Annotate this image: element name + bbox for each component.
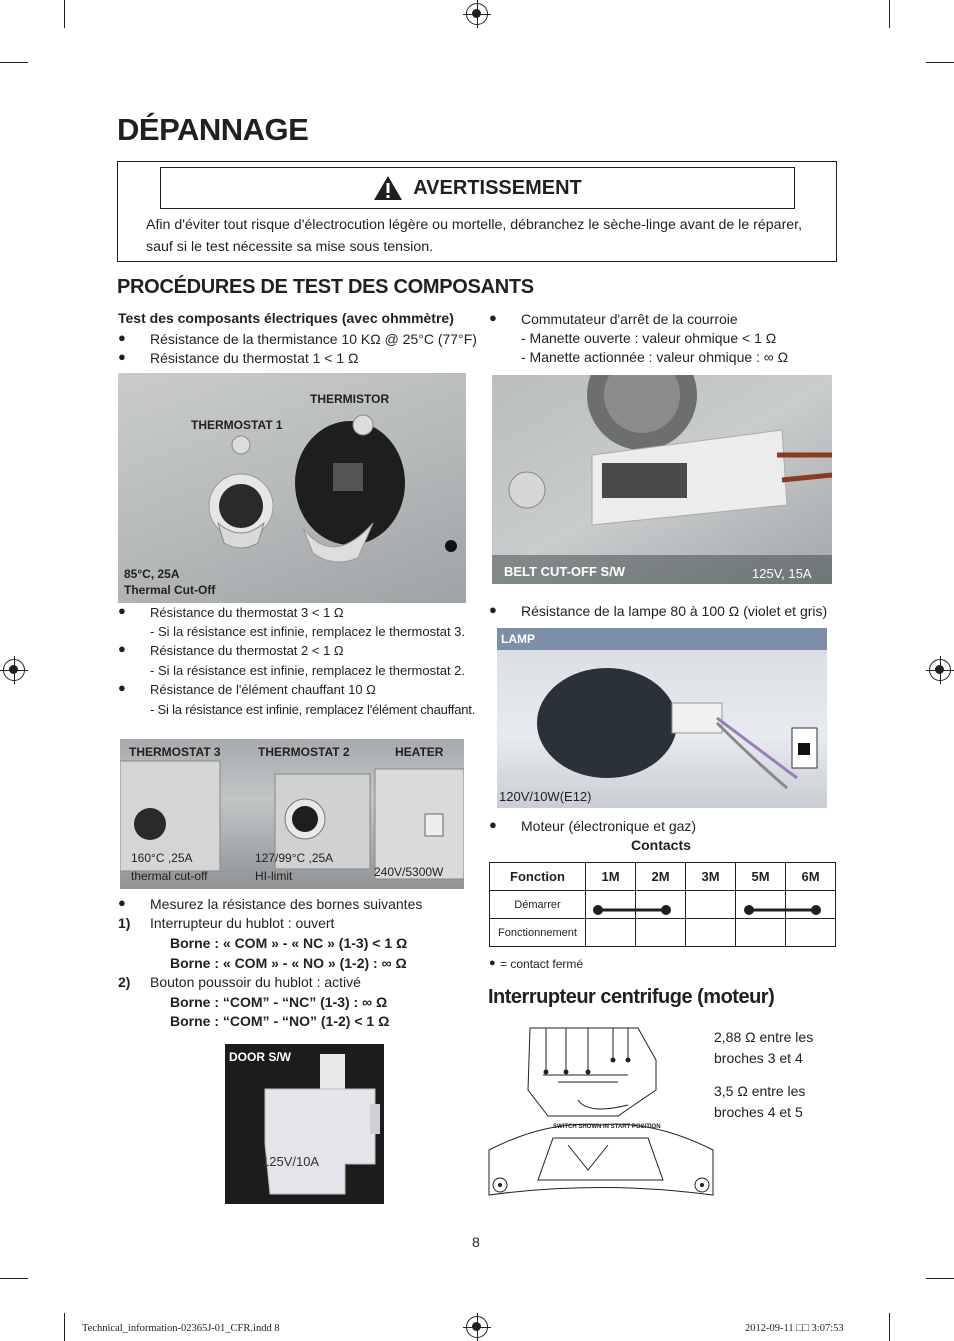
list-item-note: - Si la résistance est infinie, remplacez l'élément chauffant. [150,702,476,717]
belt-switch-actuated: - Manette actionnée : valeur ohmique : ∞ Ω [521,349,789,365]
closed-contact-dot-icon: ● [489,957,496,969]
terminal-reading: Borne : « COM » - « NC » (1-3) < 1 Ω [170,935,408,951]
thermostat-2-rating: 127/99°C ,25A [255,851,334,865]
bullet-icon: ● [118,330,126,345]
terminal-reading: Borne : “COM” - “NO” (1-2) < 1 Ω [170,1013,390,1029]
table-header: 1M [586,863,636,891]
door-switch-rating: 125V/10A [262,1154,320,1169]
thermistor-photo [118,373,466,603]
list-item: Résistance de l'élément chauffant 10 Ω [150,682,376,697]
table-header: 3M [686,863,736,891]
belt-switch-open: - Manette ouverte : valeur ohmique < 1 Ω [521,330,777,346]
thermostat-3-type: thermal cut-off [131,869,208,883]
crop-mark [889,0,890,28]
thermostat-1-type: Thermal Cut-Off [124,583,216,597]
warning-text: Afin d'éviter tout risque d'électrocution légère ou mortelle, débranchez le sèche-linge avant de le réparer, sauf si le test nécessite sa mise sous tension. [146,217,803,255]
thermostat-2-label: THERMOSTAT 2 [258,745,350,759]
table-header: Fonction [490,863,586,891]
thermostat-1-rating: 85°C, 25A [124,567,180,581]
list-item: Résistance du thermostat 2 < 1 Ω [150,643,344,658]
contact-1m-2m [593,905,671,915]
bullet-icon: ● [118,603,126,618]
belt-switch-rating: 125V, 15A [752,566,812,581]
crop-mark [0,1278,28,1279]
thermostat-2-type: HI-limit [255,869,293,883]
bullet-icon: ● [118,641,126,656]
table-header: 5M [736,863,786,891]
thermostat-1-label: THERMOSTAT 1 [191,418,283,432]
page-title: DÉPANNAGE [117,112,309,147]
step-number: 1) [118,915,131,931]
terminal-reading: Borne : « COM » - « NO » (1-2) : ∞ Ω [170,955,407,971]
crop-mark [926,62,954,63]
warning-triangle-icon [373,175,403,201]
contact-3m-6m [744,905,821,915]
section-heading: PROCÉDURES DE TEST DES COMPOSANTS [117,276,534,298]
list-item-note: - Si la résistance est infinie, remplacez le thermostat 2. [150,663,466,678]
belt-switch-label: BELT CUT-OFF S/W [504,564,626,579]
crop-mark [889,1313,890,1341]
step-label: Interrupteur du hublot : ouvert [150,915,335,931]
bullet-icon: ● [118,349,126,364]
bullet-icon: ● [118,895,126,910]
heater-rating: 240V/5300W [374,865,444,879]
centrifugal-heading: Interrupteur centrifuge (moteur) [488,986,775,1008]
table-header: 6M [786,863,836,891]
crop-mark [64,0,65,28]
centrifugal-switch-diagram [488,1020,714,1210]
diagram-caption: SWITCH SHOWN IN START POSITION [553,1124,661,1130]
bullet-icon: ● [489,817,497,832]
subheading: Test des composants électriques (avec ohmmètre) [118,310,454,326]
page-number: 8 [472,1234,480,1250]
contacts-label: Contacts [631,837,691,853]
registration-mark-icon [3,659,25,681]
lamp-label: LAMP [501,632,535,646]
belt-switch-photo [492,375,832,584]
bullet-icon: ● [118,680,126,695]
thermostat-3-rating: 160°C ,25A [131,851,193,865]
lamp-resistance-text: Résistance de la lampe 80 à 100 Ω (violet et gris) [521,603,828,619]
door-switch-photo [225,1044,384,1204]
motor-text: Moteur (électronique et gaz) [521,818,697,834]
list-item: Résistance du thermostat 3 < 1 Ω [150,605,344,620]
footer-filename: Technical_information-02365J-01_CFR.indd 8 [82,1323,280,1334]
resistance-note-1: 2,88 Ω entre les broches 3 et 4 [714,1029,814,1066]
belt-switch-title: Commutateur d'arrêt de la courroie [521,311,738,327]
thermistor-label: THERMISTOR [310,392,390,406]
registration-mark-icon [466,1316,488,1338]
lamp-rating: 120V/10W(E12) [499,789,592,804]
lamp-photo [497,628,827,808]
heater-label: HEATER [395,745,444,759]
warning-title: AVERTISSEMENT [160,167,795,209]
footer-date: 2012-09-11 □□ 3:07:53 [745,1323,844,1334]
list-item: Mesurez la résistance des bornes suivantes [150,896,423,912]
thermostat-3-label: THERMOSTAT 3 [129,745,221,759]
crop-mark [0,62,28,63]
list-item: Résistance du thermostat 1 < 1 Ω [150,350,359,366]
list-item: Résistance de la thermistance 10 KΩ @ 25°C (77°F) [150,331,477,347]
crop-mark [64,1313,65,1341]
registration-mark-icon [466,3,488,25]
table-header-row [490,863,836,891]
bullet-icon: ● [489,602,497,617]
bullet-icon: ● [489,310,497,325]
table-cell: Démarrer [490,891,586,919]
resistance-note-2: 3,5 Ω entre les broches 4 et 5 [714,1083,806,1120]
closed-contact-lines [589,890,829,930]
table-cell: Fonctionnement [490,919,586,947]
step-label: Bouton poussoir du hublot : activé [150,974,361,990]
step-number: 2) [118,974,131,990]
door-switch-label: DOOR S/W [229,1050,291,1064]
crop-mark [926,1278,954,1279]
heater-photo [120,739,464,889]
terminal-reading: Borne : “COM” - “NC” (1-3) : ∞ Ω [170,994,388,1010]
legend-text: = contact fermé [500,957,584,971]
list-item-note: - Si la résistance est infinie, remplacez le thermostat 3. [150,624,466,639]
registration-mark-icon [929,659,951,681]
table-header: 2M [636,863,686,891]
